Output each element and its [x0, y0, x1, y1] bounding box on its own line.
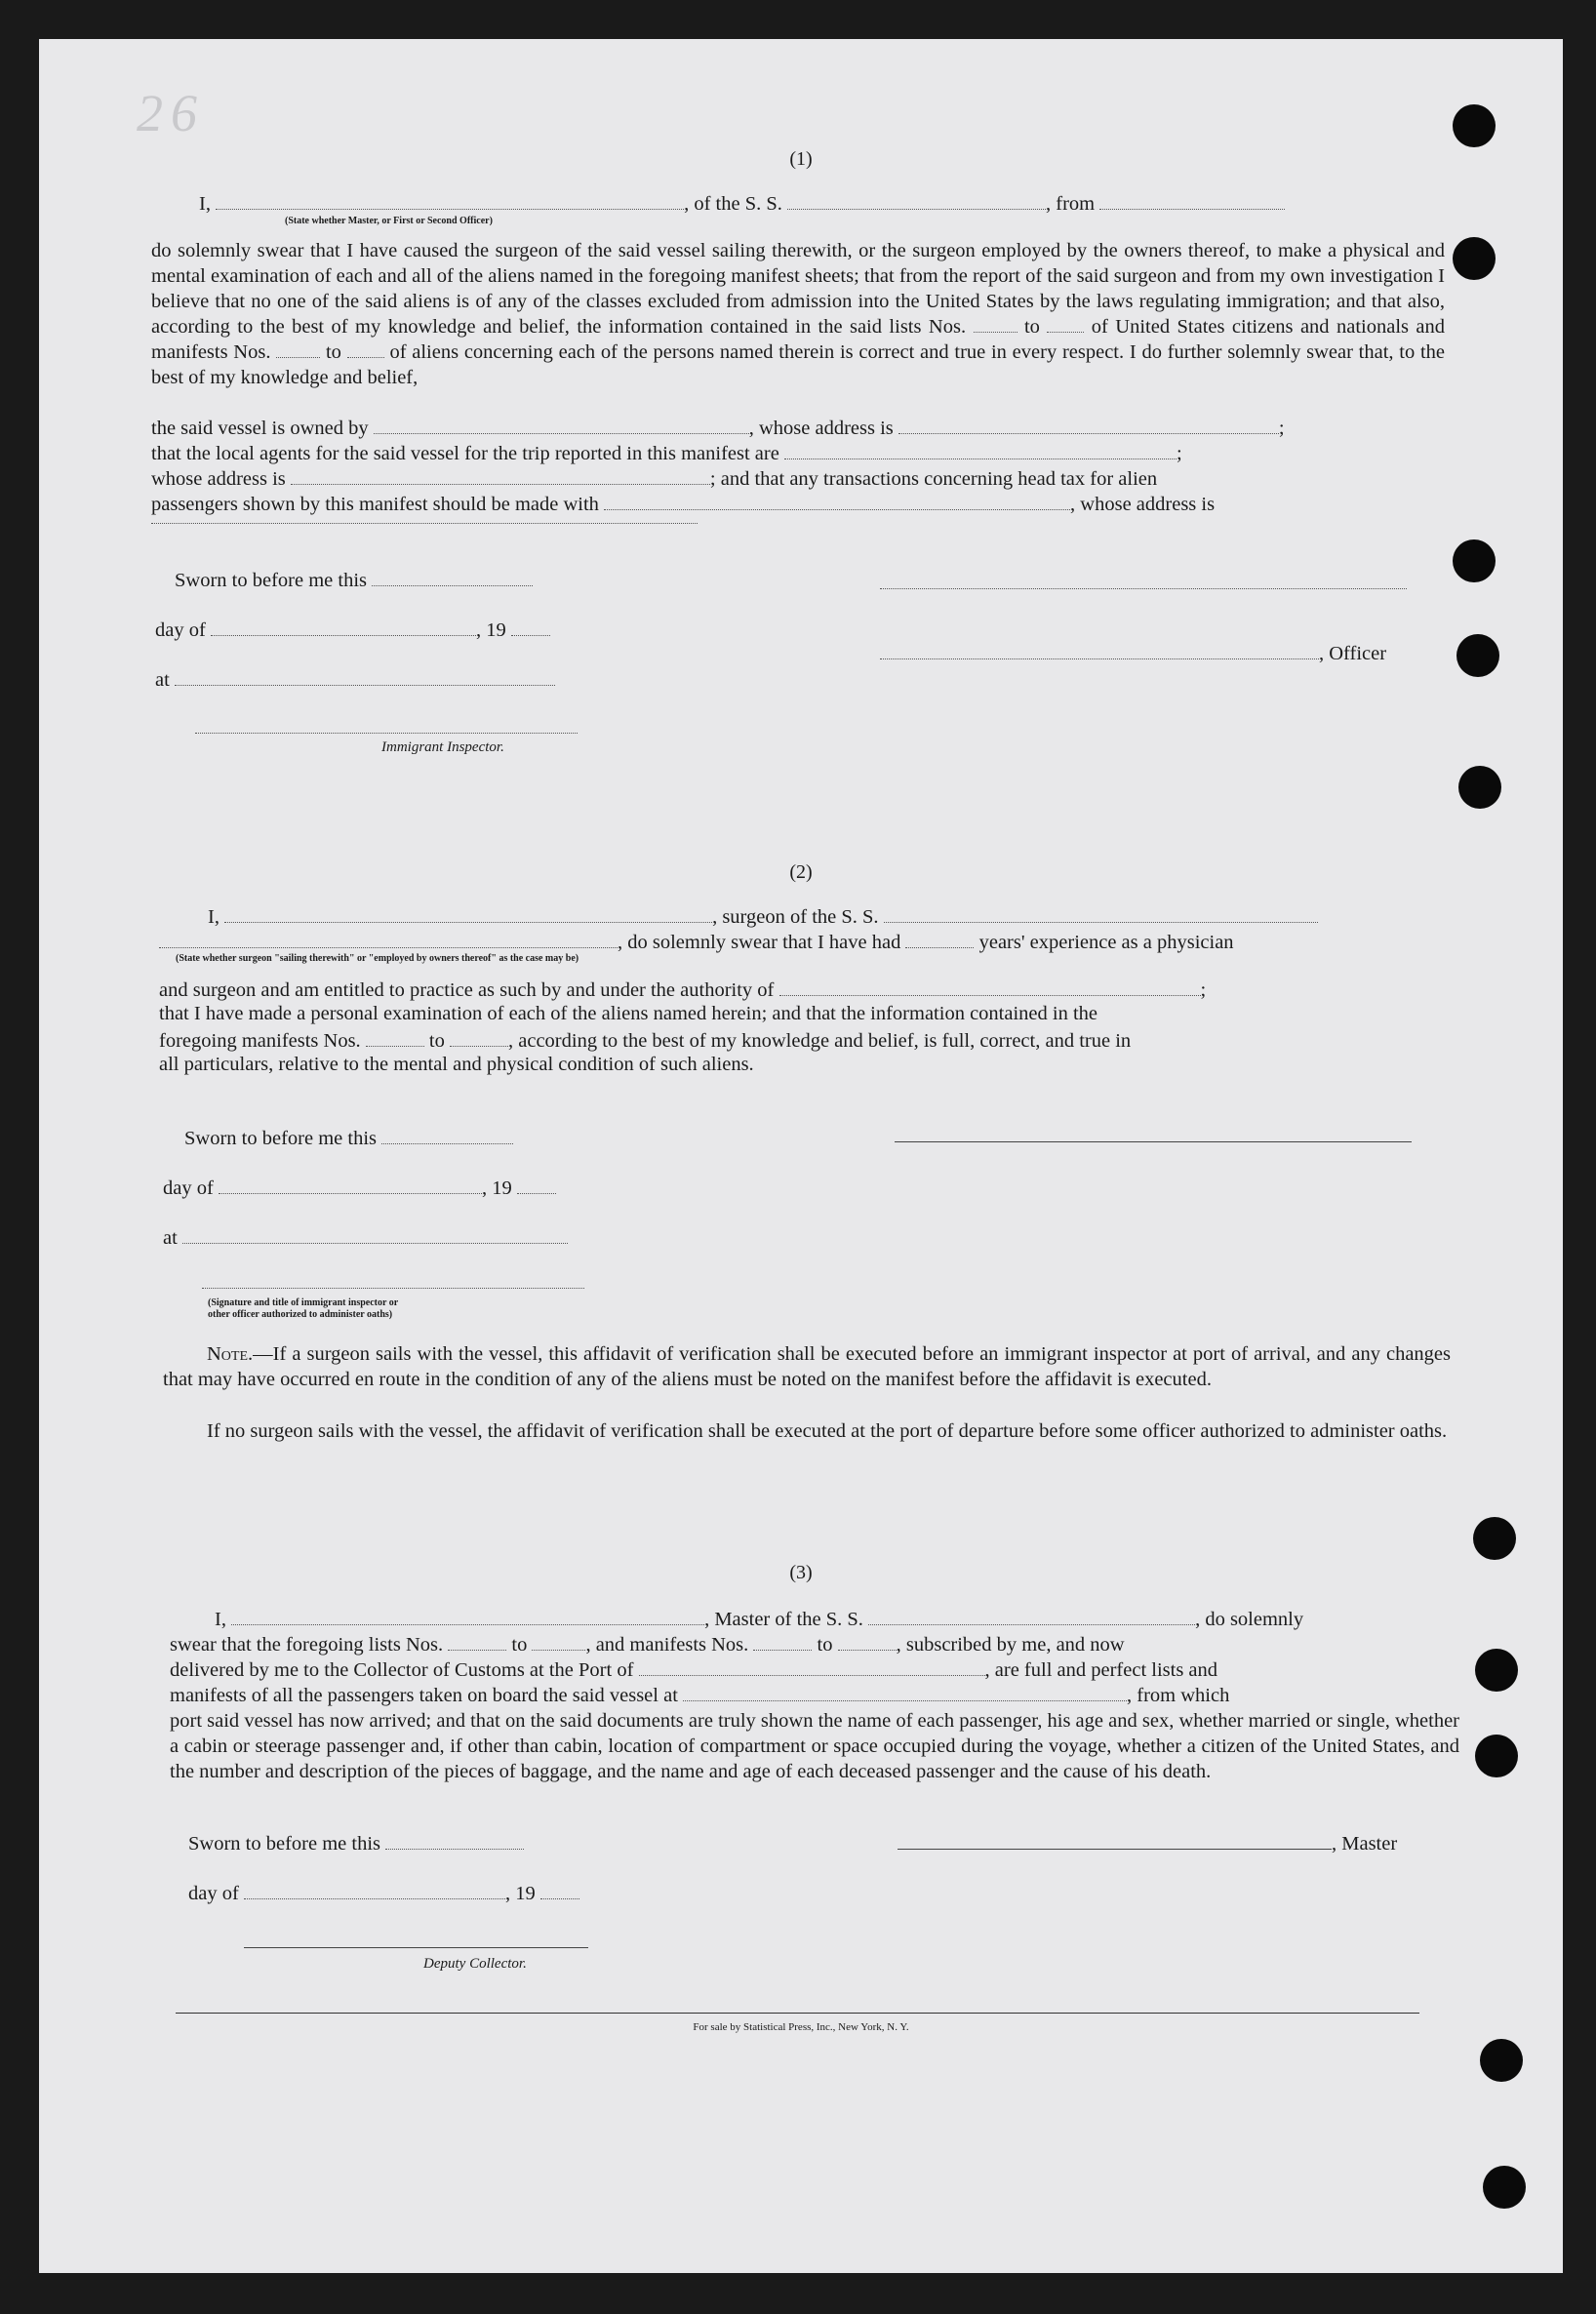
label-manifests: , and manifests Nos. [585, 1634, 749, 1656]
section-1-first-line [199, 191, 1285, 216]
master-signature-field[interactable] [898, 1831, 1332, 1850]
surgeon-signature-line[interactable] [895, 1124, 1412, 1142]
year-field[interactable] [511, 618, 550, 636]
punch-hole [1453, 104, 1496, 147]
note-label: Note. [207, 1343, 254, 1365]
at-line [163, 1225, 568, 1250]
manifests-line [159, 1028, 1131, 1053]
day-of-line [188, 1881, 579, 1905]
punch-hole [1453, 539, 1496, 582]
officer-signature-field[interactable] [880, 641, 1319, 659]
years-field[interactable] [905, 930, 974, 948]
punch-hole [1480, 2039, 1523, 2082]
semicolon: ; [1200, 979, 1207, 1001]
surgeon-line [208, 904, 1318, 929]
surgeon-name-field[interactable] [224, 904, 712, 923]
surgeon-status-hint: (State whether surgeon "sailing therewith" or "employed by owners thereof" as the case may be) [176, 953, 579, 964]
year-field[interactable] [540, 1881, 579, 1899]
label-at: at [155, 669, 170, 691]
label-whose-address: whose address is [151, 468, 286, 490]
section-1-number: (1) [789, 148, 813, 170]
label-day-of: day of [188, 1883, 239, 1904]
officer-rank-hint: (State whether Master, or First or Second Officer) [285, 216, 493, 226]
entitled-text: and surgeon and am entitled to practice as such by and under the authority of [159, 979, 775, 1001]
label-surgeon-of: , surgeon of the S. S. [712, 906, 879, 928]
month-field[interactable] [211, 618, 476, 636]
label-officer: , Officer [1319, 643, 1387, 664]
label-master: , Master [1332, 1833, 1398, 1855]
lists-line [170, 1632, 1125, 1656]
particulars-line [159, 1054, 754, 1076]
footer-rule [176, 2013, 1419, 2014]
place-field[interactable] [175, 667, 555, 686]
label-master-of: , Master of the S. S. [704, 1609, 863, 1630]
label-sworn: Sworn to before me this [175, 570, 367, 591]
manifests-text: of United States citizens and nationals and manifests Nos. [151, 316, 1446, 363]
master-signature-line [898, 1831, 1397, 1855]
punch-hole [1475, 1735, 1518, 1777]
label-year: , 19 [481, 1177, 512, 1199]
printer-credit: For sale by Statistical Press, Inc., New York, N. Y. [693, 2021, 909, 2033]
label-i: I, [208, 906, 219, 928]
section-2-number: (2) [789, 861, 813, 883]
manifests-from-field[interactable] [276, 339, 320, 358]
do-solemnly-text: , do solemnly [1195, 1609, 1304, 1630]
sworn-day-field[interactable] [385, 1831, 524, 1850]
label-sworn: Sworn to before me this [184, 1128, 377, 1149]
solemnly-text: , do solemnly swear that I have had [618, 932, 901, 953]
sworn-line [175, 568, 533, 592]
label-to: to [428, 1030, 445, 1052]
inspector-signature-line[interactable] [195, 715, 578, 734]
years-text: years' experience as a physician [978, 932, 1234, 953]
label-sworn: Sworn to before me this [188, 1833, 380, 1855]
label-of-ss: , of the S. S. [684, 193, 782, 215]
departure-port-field[interactable] [1099, 191, 1285, 210]
agents-address-field[interactable] [291, 466, 710, 485]
label-whose-address: , whose address is [1070, 494, 1216, 515]
immigrant-inspector-caption: Immigrant Inspector. [381, 739, 504, 755]
note-text: If no surgeon sails with the vessel, the affidavit of verification shall be executed at the port of departure before some officer authorized to administer oaths. [207, 1420, 1448, 1442]
head-tax-text: ; and that any transactions concerning head tax for alien [709, 468, 1158, 490]
lists-to-field[interactable] [532, 1632, 585, 1651]
label-at: at [163, 1227, 178, 1249]
sworn-day-field[interactable] [372, 568, 533, 586]
delivered-text: delivered by me to the Collector of Customs at the Port of [170, 1659, 634, 1681]
punch-hole [1483, 2166, 1526, 2209]
deputy-collector-caption: Deputy Collector. [423, 1956, 527, 1972]
authority-field[interactable] [779, 977, 1201, 996]
semicolon: ; [1278, 418, 1285, 439]
from-which-text: , from which [1127, 1685, 1230, 1706]
vessel-name-field[interactable] [787, 191, 1046, 210]
lists-from-field[interactable] [974, 314, 1017, 333]
note-paragraph [163, 1341, 1451, 1392]
section-1-body [151, 238, 1445, 390]
label-owned-by: the said vessel is owned by [151, 418, 369, 439]
manifests-to-field[interactable] [347, 339, 384, 358]
label-from: , from [1046, 193, 1096, 215]
section-3-number: (3) [789, 1562, 813, 1583]
boarding-port-field[interactable] [683, 1683, 1127, 1701]
label-whose-address: , whose address is [748, 418, 894, 439]
sworn-line [188, 1831, 524, 1855]
label-year: , 19 [504, 1883, 536, 1904]
day-of-line [163, 1176, 556, 1200]
officer-line [880, 641, 1386, 665]
solemnly-line [159, 930, 1234, 954]
head-tax-address-field[interactable] [151, 505, 698, 524]
punch-hole [1453, 237, 1496, 280]
owner-address-field[interactable] [898, 416, 1279, 434]
label-to: to [325, 341, 341, 363]
master-line [215, 1607, 1303, 1631]
lists-to-field[interactable] [1047, 314, 1084, 333]
label-to: to [817, 1634, 833, 1656]
lists-from-field[interactable] [448, 1632, 506, 1651]
manifests-from-field[interactable] [366, 1028, 424, 1047]
port-field[interactable] [639, 1657, 985, 1676]
deputy-signature-line[interactable] [244, 1930, 588, 1948]
officer-rank-field[interactable] [216, 191, 684, 210]
year-field[interactable] [517, 1176, 556, 1194]
examination-text: that I have made a personal examination of each of the aliens named herein; and that the information contained in the [159, 1003, 1097, 1024]
according-text: , according to the best of my knowledge and belief, is full, correct, and true in [508, 1030, 1132, 1052]
label-to: to [1023, 316, 1040, 338]
label-year: , 19 [475, 619, 506, 641]
semicolon: ; [1176, 443, 1182, 464]
subscribed-text: , subscribed by me, and now [896, 1634, 1125, 1656]
label-day-of: day of [155, 619, 206, 641]
agents-line [151, 441, 1182, 465]
examination-line [159, 1003, 1097, 1025]
agents-field[interactable] [784, 441, 1177, 459]
boarded-line [170, 1683, 1229, 1707]
punch-hole [1456, 634, 1499, 677]
full-perfect-text: , are full and perfect lists and [984, 1659, 1218, 1681]
port-line [170, 1657, 1217, 1682]
punch-hole [1473, 1517, 1516, 1560]
swear-lists-text: swear that the foregoing lists Nos. [170, 1634, 444, 1656]
surgeon-status-field[interactable] [159, 930, 618, 948]
owner-field[interactable] [374, 416, 749, 434]
day-of-line [155, 618, 550, 642]
manifests-from-field[interactable] [753, 1632, 812, 1651]
at-line [155, 667, 555, 692]
punch-hole [1475, 1649, 1518, 1692]
note-text: —If a surgeon sails with the vessel, this affidavit of verification shall be executed before an immigrant inspector at port of arrival, and any changes that may have occurred en route in the condition of any of the aliens must be noted on the manifest before the affidavit is executed. [163, 1343, 1451, 1390]
sworn-line [184, 1126, 513, 1150]
signature-hint-2: other officer authorized to administer oaths) [208, 1309, 393, 1320]
inspector-signature-line[interactable] [202, 1270, 584, 1289]
manifests-all-text: manifests of all the passengers taken on board the said vessel at [170, 1685, 678, 1706]
handwritten-mark: 26 [137, 84, 205, 142]
vessel-name-field[interactable] [884, 904, 1318, 923]
label-to: to [511, 1634, 528, 1656]
month-field[interactable] [244, 1881, 505, 1899]
label-manifests: foregoing manifests Nos. [159, 1030, 361, 1052]
vessel-name-field[interactable] [868, 1607, 1195, 1625]
sworn-day-field[interactable] [381, 1126, 513, 1144]
place-field[interactable] [182, 1225, 568, 1244]
oath-text: do solemnly swear that I have caused the surgeon of the said vessel sailing therewith, or the surgeon employed by the owners thereof, to make a physical and mental examination of each and all of the aliens named in the foregoing manifest sheets; that from the report of the said surgeon and from my own investigation I believe that no one of the said aliens is of any of the classes excluded from admission into the United States by the laws regulating immigration; and that also, according to the best of my knowledge and belief, the information contained in the said lists Nos. [151, 240, 1445, 338]
master-name-field[interactable] [231, 1607, 704, 1625]
officer-signature-line[interactable] [880, 571, 1407, 589]
label-i: I, [199, 193, 211, 215]
label-agents: that the local agents for the said vessel for the trip reported in this manifest are [151, 443, 779, 464]
label-i: I, [215, 1609, 226, 1630]
particulars-text: all particulars, relative to the mental and physical condition of such aliens. [159, 1054, 754, 1075]
passengers-text: passengers shown by this manifest should be made with [151, 494, 599, 515]
section-3-body [170, 1708, 1459, 1784]
form-page [39, 39, 1563, 2273]
note-paragraph-2 [163, 1418, 1451, 1444]
manifests-to-field[interactable] [450, 1028, 508, 1047]
agents-address-line [151, 466, 1157, 491]
month-field[interactable] [219, 1176, 482, 1194]
manifests-to-field[interactable] [838, 1632, 897, 1651]
signature-hint-1: (Signature and title of immigrant inspector or [208, 1297, 399, 1308]
declaration-text: port said vessel has now arrived; and that on the said documents are truly shown the name of each passenger, his age and sex, whether married or single, whether a cabin or steerage passenger and, if other than cabin, location of compartment or space occupied during the voyage, whether a citizen of the United States, and the number and description of the pieces of baggage, and the name and age of each deceased passenger and the cause of his death. [170, 1710, 1459, 1782]
correctness-text: of aliens concerning each of the persons named therein is correct and true in every respect. I do further solemnly swear that, to the best of my knowledge and belief, [151, 341, 1446, 388]
owner-line [151, 416, 1285, 440]
label-day-of: day of [163, 1177, 214, 1199]
authority-line [159, 977, 1206, 1002]
punch-hole [1458, 766, 1501, 809]
